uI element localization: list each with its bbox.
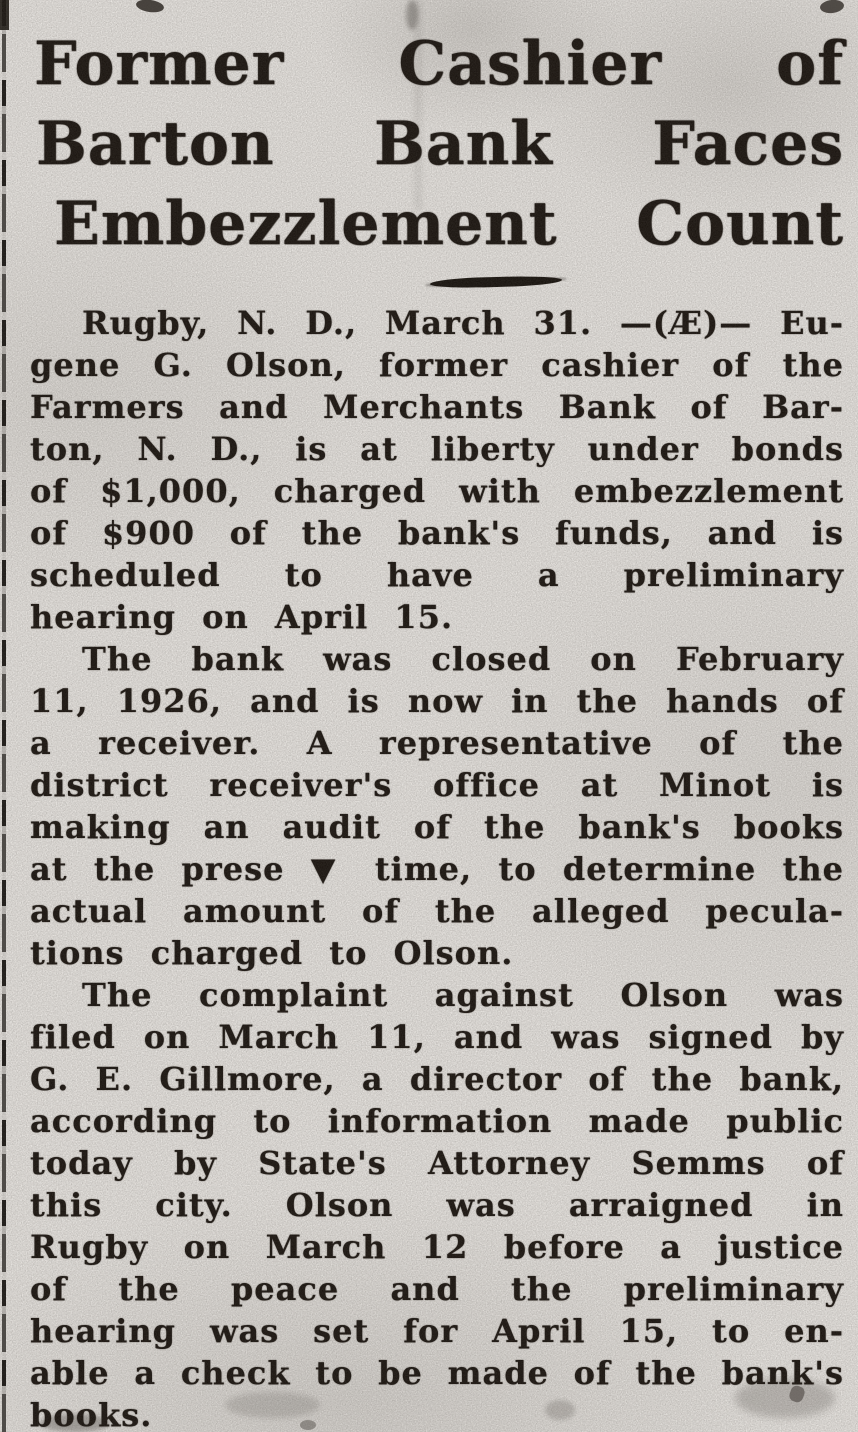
article-line: actual amount of the alleged pecula- — [30, 892, 844, 930]
column-rule-left — [2, 0, 6, 1432]
article-body — [30, 302, 844, 1432]
article-line: G. E. Gillmore, a director of the bank, — [30, 1060, 844, 1098]
article-line: scheduled to have a preliminary — [30, 556, 844, 594]
article-line: filed on March 11, and was signed by — [30, 1018, 844, 1056]
article-line: of the peace and the preliminary — [30, 1270, 844, 1308]
article-line: of $1,000, charged with embezzlement — [30, 472, 844, 510]
article-line: making an audit of the bank's books — [30, 808, 844, 846]
article-line: ton, N. D., is at liberty under bonds — [30, 430, 844, 468]
article-line: 11, 1926, and is now in the hands of — [30, 682, 844, 720]
article-line: tions charged to Olson. — [30, 934, 514, 972]
article-line: able a check to be made of the bank's — [30, 1354, 844, 1392]
article-line: according to information made public — [30, 1102, 844, 1140]
headline-line: Barton Bank Faces — [36, 109, 844, 179]
headline-line: Embezzlement Count — [54, 189, 844, 259]
article-line: a receiver. A representative of the — [30, 724, 844, 762]
article-line: hearing on April 15. — [30, 598, 454, 636]
article-line: hearing was set for April 15, to en- — [30, 1312, 844, 1350]
article-line: books. — [30, 1396, 153, 1432]
article-line: this city. Olson was arraigned in — [30, 1186, 844, 1224]
article-line: The complaint against Olson was — [82, 976, 844, 1014]
article-line: Rugby, N. D., March 31. —(Æ)— Eu- — [82, 304, 844, 342]
article-line: at the prese ▼ time, to determine the — [30, 850, 844, 888]
article-line: of $900 of the bank's funds, and is — [30, 514, 844, 552]
article-line: today by State's Attorney Semms of — [30, 1144, 844, 1182]
article-line: gene G. Olson, former cashier of the — [30, 346, 844, 384]
article-line: Farmers and Merchants Bank of Bar- — [30, 388, 844, 426]
headline-line: Former Cashier of — [34, 29, 844, 99]
article-line: district receiver's office at Minot is — [30, 766, 844, 804]
article-headline — [30, 24, 844, 264]
article-line: The bank was closed on February — [82, 640, 844, 678]
article-line: Rugby on March 12 before a justice — [30, 1228, 844, 1266]
headline-divider-rule — [430, 275, 562, 289]
